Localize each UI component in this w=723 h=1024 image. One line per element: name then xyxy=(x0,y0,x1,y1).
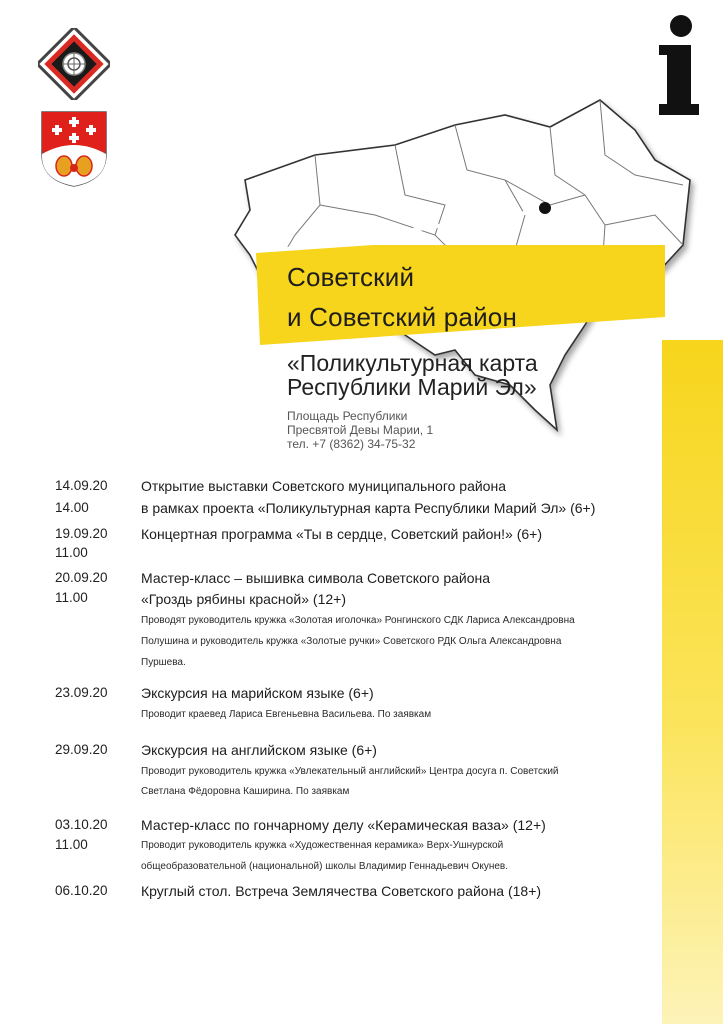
event-title: «Гроздь рябины красной» (12+) xyxy=(141,591,346,607)
event-time: 11.00 xyxy=(55,545,88,560)
event-date: 14.09.20 xyxy=(55,478,108,493)
event-details: Пуршева. xyxy=(141,657,186,668)
event-details: Проводит руководитель кружка «Увлекательный английский» Центра досуга п. Советский xyxy=(141,766,559,777)
page-title: Советский xyxy=(287,262,415,292)
address-line: Площадь Республики xyxy=(287,409,408,423)
event-title: Экскурсия на английском языке (6+) xyxy=(141,742,377,758)
page-title-line2: и Советский район xyxy=(287,302,518,332)
event-details: Светлана Фёдоровна Каширина. По заявкам xyxy=(141,786,350,797)
event-title: Открытие выставки Советского муниципального района xyxy=(141,478,506,494)
event-time: 14.00 xyxy=(55,500,89,515)
event-details: Проводит краевед Лариса Евгеньевна Васильева. По заявкам xyxy=(141,709,432,720)
event-details: общеобразовательной (национальной) школы Владимир Геннадьевич Окунев. xyxy=(141,861,509,872)
event-date: 20.09.20 xyxy=(55,570,108,585)
event-details: Проводят руководитель кружка «Золотая иголочка» Ронгинского СДК Лариса Александровна xyxy=(141,615,575,626)
event-time: 11.00 xyxy=(55,590,88,605)
event-title: Мастер-класс – вышивка символа Советского района xyxy=(141,570,491,586)
event-date: 06.10.20 xyxy=(55,883,108,898)
event-title: Концертная программа «Ты в сердце, Советский район!» (6+) xyxy=(141,526,542,542)
event-date: 19.09.20 xyxy=(55,526,108,541)
event-time: 11.00 xyxy=(55,837,88,852)
project-name: «Поликультурная карта xyxy=(287,350,538,376)
address-line: Пресвятой Девы Марии, 1 xyxy=(287,423,434,437)
event-details: Проводит руководитель кружка «Художественная керамика» Верх-Ушнурской xyxy=(141,840,504,851)
event-title: Мастер-класс по гончарному делу «Керамическая ваза» (12+) xyxy=(141,817,546,833)
event-date: 03.10.20 xyxy=(55,817,108,832)
phone-number: тел. +7 (8362) 34-75-32 xyxy=(287,437,416,451)
event-date: 23.09.20 xyxy=(55,685,108,700)
event-title: Круглый стол. Встреча Землячества Советского района (18+) xyxy=(141,883,542,899)
project-name-line2: Республики Марий Эл» xyxy=(287,374,537,400)
event-details: Полушина и руководитель кружка «Золотые ручки» Советского РДК Ольга Александровна xyxy=(141,636,562,647)
event-title: Экскурсия на марийском языке (6+) xyxy=(141,685,374,701)
event-title: в рамках проекта «Поликультурная карта Республики Марий Эл» (6+) xyxy=(141,500,596,516)
event-date: 29.09.20 xyxy=(55,742,108,757)
